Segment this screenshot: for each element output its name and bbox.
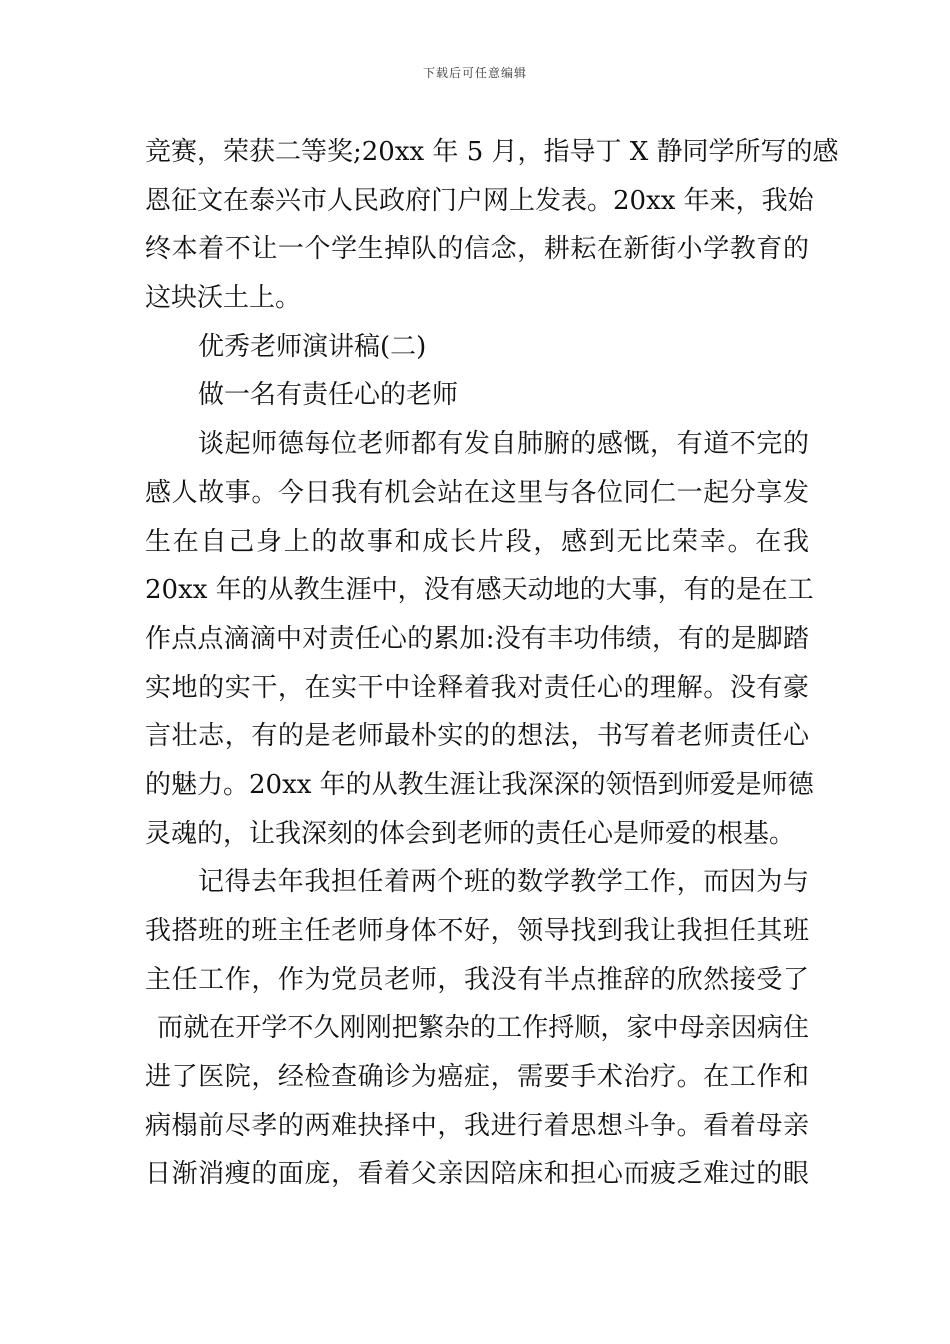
text-line: 终本着不让一个学生掉队的信念，耕耘在新街小学教育的	[145, 234, 809, 265]
text-line: 感人故事。今日我有机会站在这里与各位同仁一起分享发	[145, 477, 809, 508]
text-line: 作点点滴滴中对责任心的累加:没有丰功伟绩，有的是脚踏	[145, 623, 809, 654]
section-title: 优秀老师演讲稿(二)	[198, 331, 427, 362]
text-line: 进了医院，经检查确诊为癌症，需要手术治疗。在工作和	[145, 1062, 809, 1093]
text-line: 这块沃土上。	[145, 283, 302, 314]
text-line: 实地的实干，在实干中诠释着我对责任心的理解。没有豪	[145, 672, 809, 703]
document-body	[145, 128, 839, 1199]
text-line: 生在自己身上的故事和成长片段，感到无比荣幸。在我	[145, 526, 809, 557]
text-line: 竞赛，荣获二等奖;20xx 年 5 月，指导丁 X 静同学所写的感	[145, 137, 839, 167]
speech-title: 做一名有责任心的老师	[198, 380, 459, 411]
text-line: 病榻前尽孝的两难抉择中，我进行着思想斗争。看着母亲	[145, 1110, 809, 1141]
text-line: 日渐消瘦的面庞，看着父亲因陪床和担心而疲乏难过的眼	[145, 1159, 809, 1190]
text-line: 而就在开学不久刚刚把繁杂的工作捋顺，家中母亲因病住	[157, 1013, 809, 1044]
text-line: 灵魂的，让我深刻的体会到老师的责任心是师爱的根基。	[145, 818, 796, 849]
text-line: 言壮志，有的是老师最朴实的的想法，书写着老师责任心	[145, 721, 809, 752]
text-line: 主任工作，作为党员老师，我没有半点推辞的欣然接受了	[145, 964, 809, 995]
text-line: 我搭班的班主任老师身体不好，领导找到我让我担任其班	[145, 916, 809, 946]
page-header: 下载后可任意编辑	[422, 66, 527, 80]
text-line: 的魅力。20xx 年的从教生涯让我深深的领悟到师爱是师德	[145, 769, 814, 800]
text-line: 记得去年我担任着两个班的数学教学工作，而因为与	[198, 867, 809, 898]
text-line: 恩征文在泰兴市人民政府门户网上发表。20xx 年来，我始	[145, 185, 814, 216]
text-line: 谈起师德每位老师都有发自肺腑的感慨，有道不完的	[198, 429, 809, 460]
text-line: 20xx 年的从教生涯中，没有感天动地的大事，有的是在工	[145, 575, 814, 606]
